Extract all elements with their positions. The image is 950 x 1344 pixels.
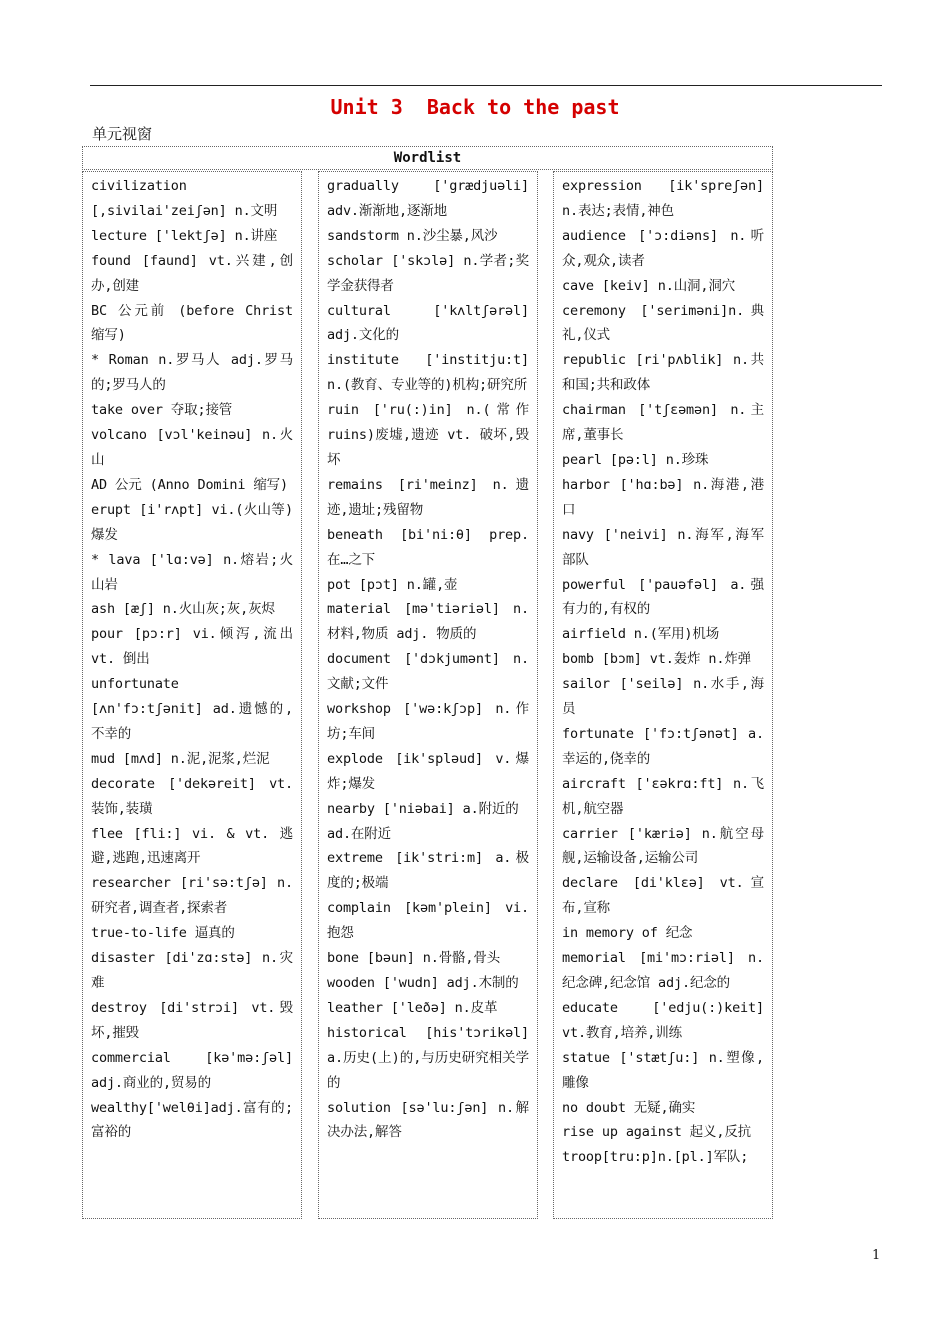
- vocab-entry: rise up against 起义,反抗: [562, 1124, 752, 1141]
- vocab-entry: BC 公元前 (before Christ 缩写): [91, 302, 293, 344]
- vocab-entry: nearby ['niəbai] a.附近的: [327, 800, 519, 817]
- vocab-entry: bone [bəun] n.骨骼,骨头: [327, 950, 501, 967]
- vocab-entry: destroy [di'strɔi] vt.毁坏,摧毁: [91, 999, 293, 1041]
- vocab-entry: wooden ['wudn] adj.木制的: [327, 975, 519, 991]
- vocab-entry: * Roman n.罗马人 adj.罗马的;罗马人的: [91, 352, 293, 394]
- vocab-entry: explode [ik'spləud] v.爆炸;爆发: [327, 750, 529, 792]
- vocab-entry: declare [di'klɛə] vt.宣布,宣称: [562, 875, 764, 917]
- vocab-entry: cave [keiv] n.山洞,洞穴: [562, 277, 736, 294]
- vocab-entry: researcher [ri'sə:tʃə] n.研究者,调查者,探索者: [91, 875, 293, 917]
- vocab-entry: republic [ri'pʌblik] n.共和国;共和政体: [562, 352, 764, 394]
- vocab-entry: disaster [di'zɑ:stə] n.灾难: [91, 950, 293, 991]
- vocab-entry: historical [his'tɔrikəl] a.历史(上)的,与历史研究相关学的: [327, 1024, 529, 1091]
- vocab-entry: document ['dɔkjumənt] n.文献;文件: [327, 651, 529, 693]
- vocab-entry: ceremony ['seriməni]n.典礼,仪式: [562, 302, 764, 344]
- vocab-entry: erupt [i'rʌpt] vi.(火山等)爆发: [91, 501, 293, 543]
- vocab-entry: complain [kəm'plein] vi.抱怨: [327, 900, 529, 942]
- vocab-entry: workshop ['wə:kʃɔp] n.作坊;车间: [327, 701, 529, 742]
- section-label: 单元视窗: [92, 125, 153, 143]
- vocab-entry: beneath [bi'ni:θ] prep.在…之下: [327, 526, 529, 568]
- vocab-entry: in memory of 纪念: [562, 925, 693, 942]
- vocab-entry: cultural ['kʌltʃərəl] adj.文化的: [327, 302, 529, 344]
- header-rule: [90, 85, 882, 86]
- vocab-entry: fortunate ['fɔ:tʃənət] a.幸运的,侥幸的: [562, 725, 764, 767]
- vocab-entry: statue ['stætʃu:] n.塑像,雕像: [562, 1049, 764, 1091]
- page-number: 1: [872, 1248, 881, 1263]
- vocab-entry: lecture ['lektʃə] n.讲座: [91, 227, 278, 244]
- vocab-entry: carrier ['kæriə] n.航空母舰,运输设备,运输公司: [562, 825, 764, 867]
- vocab-entry: educate ['edju(:)keit] vt.教育,培养,训练: [562, 999, 764, 1041]
- vocab-entry: gradually ['grædjuəli] adv.渐渐地,逐渐地: [327, 178, 529, 219]
- vocab-entry: aircraft ['ɛəkrɑ:ft] n.飞机,航空器: [562, 775, 764, 817]
- vocab-entry: pour [pɔ:r] vi.倾泻,流出 vt. 倒出: [91, 626, 293, 668]
- vocab-entry: bomb [bɔm] vt.轰炸 n.炸弹: [562, 651, 752, 668]
- vocab-entry: memorial [mi'mɔ:riəl] n.纪念碑,纪念馆 adj.纪念的: [562, 950, 764, 991]
- vocab-entry: take over 夺取;接管: [91, 402, 233, 419]
- wordlist-column-1: [82, 171, 302, 1219]
- vocab-entry: unfortunate [ʌn'fɔ:tʃənit] ad.遗憾的,不幸的: [91, 676, 293, 742]
- vocab-entry: ash [æʃ] n.火山灰;灰,灰烬: [91, 601, 275, 618]
- vocab-entry: airfield n.(军用)机场: [562, 626, 720, 643]
- vocab-entry: material [mə'tiəriəl] n. 材料,物质 adj. 物质的: [327, 601, 529, 643]
- vocab-entry: found [faund] vt.兴建,创办,创建: [91, 252, 293, 294]
- vocab-entry: chairman ['tʃɛəmən] n.主席,董事长: [562, 402, 764, 444]
- vocab-entry: * lava ['lɑ:və] n.熔岩;火山岩: [91, 551, 293, 593]
- wordlist-header: Wordlist: [82, 146, 773, 170]
- vocab-entry: pearl [pə:l] n.珍珠: [562, 451, 709, 468]
- vocab-entry: leather ['leðə] n.皮革: [327, 999, 498, 1016]
- vocab-entry: no doubt 无疑,确实: [562, 1099, 696, 1116]
- vocab-entry: civilization [,sivilai'zeiʃən] n.文明: [91, 178, 278, 219]
- vocab-entry: AD 公元 (Anno Domini 缩写): [91, 476, 288, 493]
- page-title: Unit 3 Back to the past: [330, 95, 620, 119]
- vocab-entry: harbor ['hɑ:bə] n.海港,港口: [562, 476, 764, 518]
- vocab-entry: mud [mʌd] n.泥,泥浆,烂泥: [91, 750, 270, 767]
- vocab-entry: expression [ik'spreʃən] n.表达;表情,神色: [562, 178, 764, 219]
- vocab-entry: troop[tru:p]n.[pl.]军队;: [562, 1149, 749, 1166]
- vocab-entry: wealthy['welθi]adj.富有的;富裕的: [91, 1099, 293, 1141]
- vocab-entry: sailor ['seilə] n.水手,海员: [562, 676, 764, 718]
- vocab-entry: extreme [ik'stri:m] a.极度的;极端: [327, 850, 529, 892]
- vocab-entry: powerful ['pauəfəl] a.强有力的,有权的: [562, 576, 764, 618]
- vocab-entry: institute ['institju:t] n.(教育、专业等的)机构;研究所: [327, 352, 529, 394]
- vocab-entry: decorate ['dekəreit] vt.装饰,装璜: [91, 775, 293, 817]
- wordlist-column-3: [553, 171, 773, 1219]
- vocab-entry: pot [pɔt] n.罐,壶: [327, 576, 458, 593]
- vocab-entry: flee [fli:] vi. & vt. 逃避,逃跑,迅速离开: [91, 825, 293, 867]
- vocab-entry: remains [ri'meinz] n.遗迹,遗址;残留物: [327, 476, 529, 518]
- vocab-entry: ad.在附近: [327, 825, 391, 842]
- vocab-entry: scholar ['skɔlə] n.学者;奖学金获得者: [327, 252, 529, 294]
- vocab-entry: commercial [kə'mə:ʃəl] adj.商业的,贸易的: [91, 1049, 293, 1091]
- wordlist-column-2: [318, 171, 538, 1219]
- vocab-entry: solution [sə'lu:ʃən] n.解决办法,解答: [327, 1099, 529, 1141]
- vocab-entry: true-to-life 逼真的: [91, 925, 235, 942]
- vocab-entry: sandstorm n.沙尘暴,风沙: [327, 227, 498, 244]
- vocab-entry: ruin ['ru(:)in] n.(常作ruins)废墟,遗迹 vt. 破坏,毁坏: [327, 402, 529, 468]
- vocab-entry: volcano [vɔl'keinəu] n.火山: [91, 427, 293, 468]
- vocab-entry: navy ['neivi] n.海军,海军部队: [562, 526, 764, 568]
- vocab-entry: audience ['ɔ:diəns] n.听众,观众,读者: [562, 227, 764, 269]
